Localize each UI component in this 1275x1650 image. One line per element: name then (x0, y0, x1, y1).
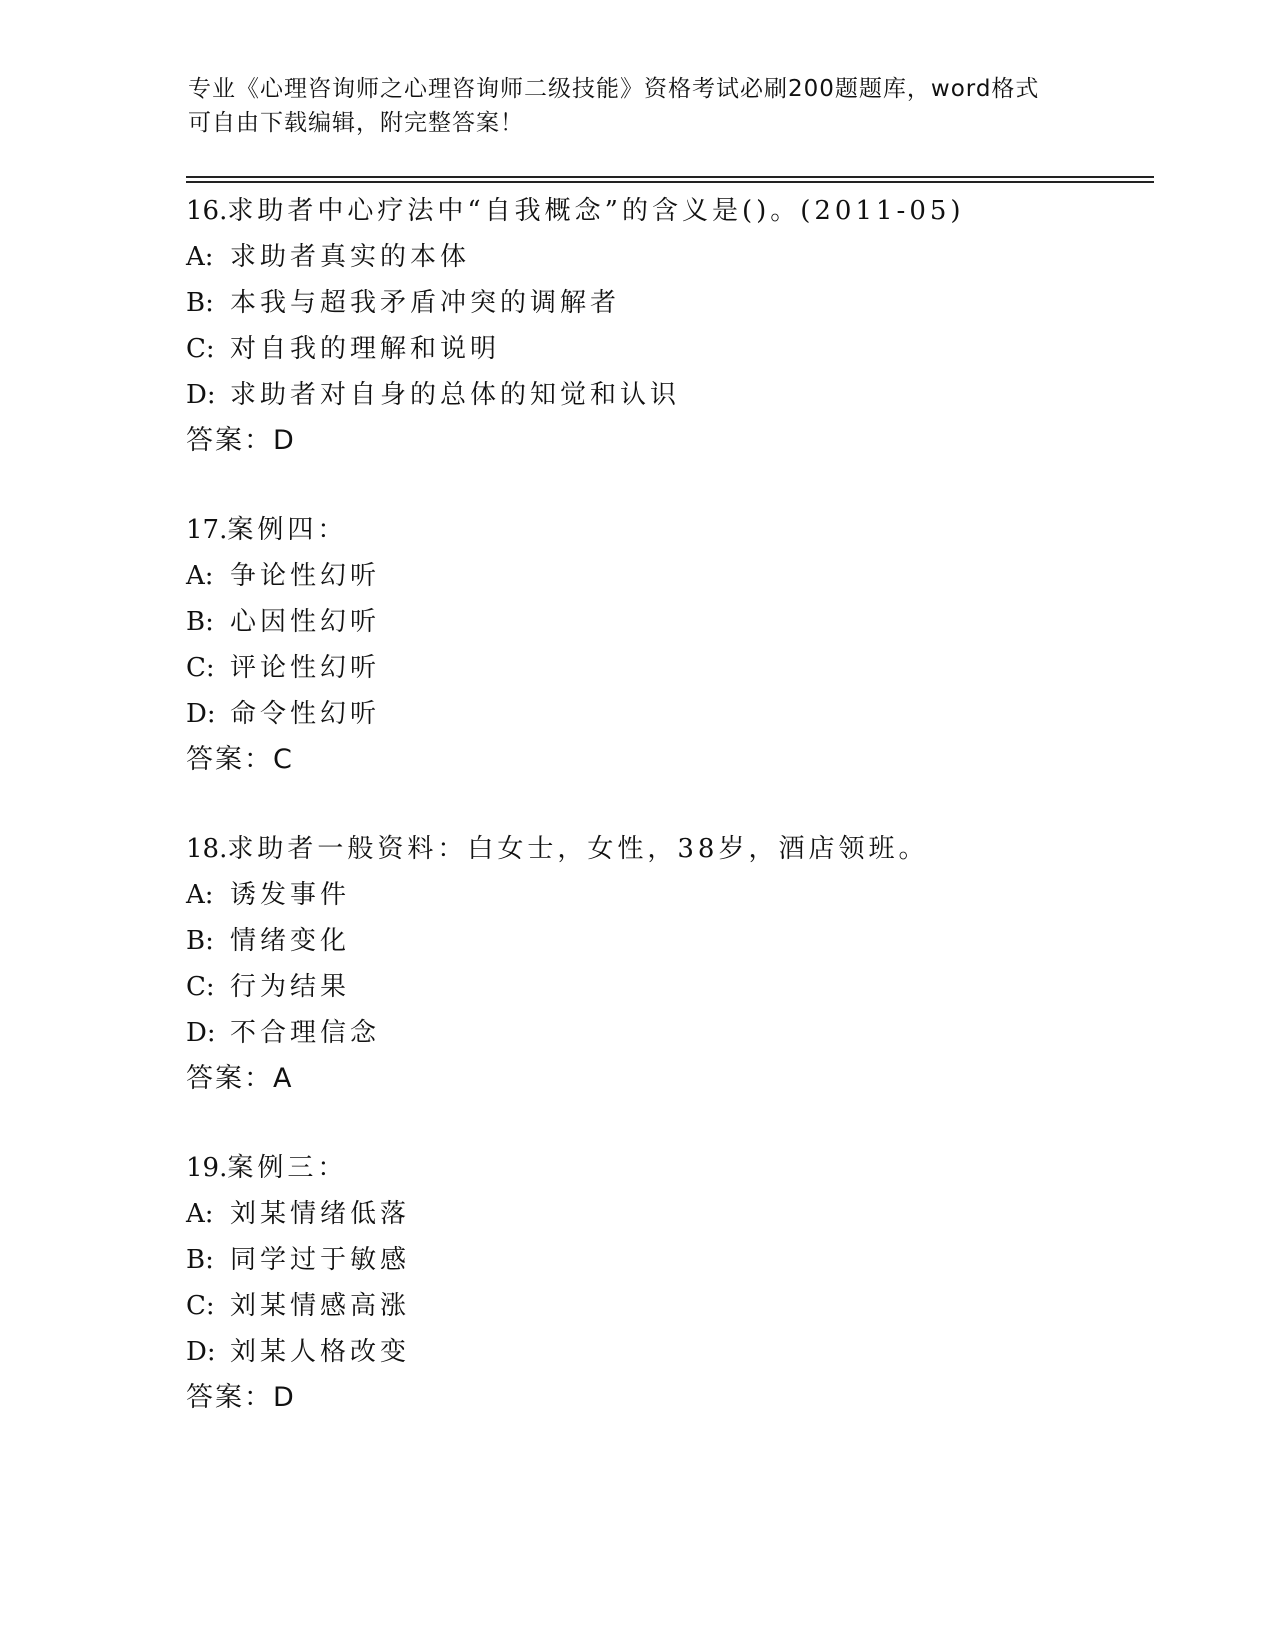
option-key: C: (186, 334, 215, 364)
option-key: B: (186, 288, 214, 318)
answer-line: 答案：D (186, 1382, 296, 1413)
option-d (186, 1010, 1146, 1056)
question-stem (186, 826, 1146, 872)
option-b (186, 280, 1146, 326)
option-text: 争论性幻听 (230, 561, 381, 591)
question-19 (186, 1145, 1146, 1421)
option-key: D: (186, 380, 216, 410)
option-d (186, 1329, 1146, 1375)
header-line-1: 专业《心理咨询师之心理咨询师二级技能》资格考试必刷200题题库，word格式 (188, 76, 1040, 102)
option-c (186, 964, 1146, 1010)
document-header (188, 72, 1088, 140)
option-d (186, 691, 1146, 737)
option-key: C: (186, 1291, 215, 1321)
option-key: B: (186, 926, 214, 956)
question-number: 16. (186, 196, 228, 226)
question-16 (186, 188, 1146, 464)
question-number: 18. (186, 834, 228, 864)
option-key: B: (186, 1245, 214, 1275)
option-text: 评论性幻听 (230, 653, 381, 683)
option-text: 本我与超我矛盾冲突的调解者 (230, 288, 621, 318)
question-17 (186, 507, 1146, 783)
header-divider-top (186, 176, 1154, 178)
question-18 (186, 826, 1146, 1102)
question-text: 案例四： (227, 515, 348, 545)
option-text: 行为结果 (230, 972, 351, 1002)
answer-line: 答案：D (186, 425, 296, 456)
option-key: D: (186, 1018, 216, 1048)
option-text: 对自我的理解和说明 (230, 334, 501, 364)
option-text: 求助者对自身的总体的知觉和认识 (230, 380, 681, 410)
option-text: 诱发事件 (230, 880, 351, 910)
option-c (186, 645, 1146, 691)
option-text: 同学过于敏感 (230, 1245, 411, 1275)
question-text: 求助者一般资料：白女士，女性，38岁，酒店领班。 (227, 834, 929, 864)
option-b (186, 599, 1146, 645)
option-c (186, 1283, 1146, 1329)
option-key: A: (186, 1199, 214, 1229)
question-number: 17. (186, 515, 228, 545)
question-text: 求助者中心疗法中“自我概念”的含义是()。(2011-05) (227, 196, 965, 226)
option-b (186, 918, 1146, 964)
option-a (186, 234, 1146, 280)
option-key: A: (186, 561, 214, 591)
question-stem (186, 1145, 1146, 1191)
option-b (186, 1237, 1146, 1283)
option-text: 求助者真实的本体 (230, 242, 471, 272)
option-key: B: (186, 607, 214, 637)
option-text: 刘某人格改变 (230, 1337, 411, 1367)
option-key: C: (186, 653, 215, 683)
question-text: 案例三： (227, 1153, 348, 1183)
option-text: 刘某情绪低落 (230, 1199, 411, 1229)
option-a (186, 872, 1146, 918)
option-a (186, 553, 1146, 599)
option-d (186, 372, 1146, 418)
header-line-2: 可自由下载编辑，附完整答案！ (188, 110, 524, 136)
question-number: 19. (186, 1153, 228, 1183)
answer-line: 答案：A (186, 1063, 294, 1094)
option-text: 心因性幻听 (230, 607, 381, 637)
option-key: D: (186, 1337, 216, 1367)
option-key: D: (186, 699, 216, 729)
option-a (186, 1191, 1146, 1237)
option-key: A: (186, 880, 214, 910)
option-c (186, 326, 1146, 372)
option-text: 刘某情感高涨 (230, 1291, 411, 1321)
question-stem (186, 507, 1146, 553)
option-text: 情绪变化 (230, 926, 351, 956)
option-key: C: (186, 972, 215, 1002)
question-stem (186, 188, 1146, 234)
answer-line: 答案：C (186, 744, 294, 775)
option-text: 命令性幻听 (230, 699, 381, 729)
option-text: 不合理信念 (230, 1018, 381, 1048)
header-divider-bottom (186, 181, 1154, 183)
option-key: A: (186, 242, 214, 272)
